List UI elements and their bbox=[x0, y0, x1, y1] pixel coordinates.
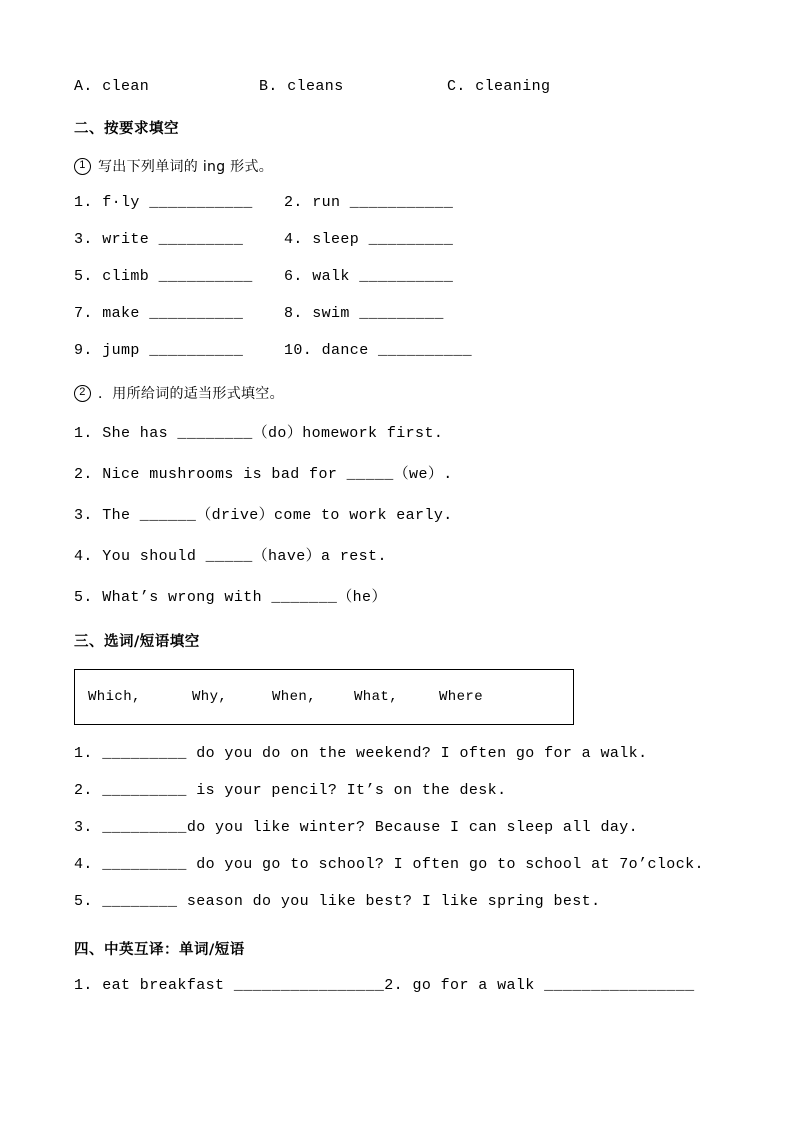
word-row bbox=[74, 268, 722, 285]
word-bank-item: Why, bbox=[192, 689, 228, 705]
word-item: 9. jump __________ bbox=[74, 342, 244, 359]
question-line: 1. She has ________（do）homework first. bbox=[74, 425, 444, 442]
section-two-heading: 二、按要求填空 bbox=[74, 121, 179, 137]
word-bank-box bbox=[74, 669, 574, 725]
word-bank-item: What, bbox=[354, 689, 399, 705]
section-three-heading: 三、选词/短语填空 bbox=[74, 634, 200, 650]
circled-number-two: 2 bbox=[74, 385, 91, 402]
part-one-instruction-text: 写出下列单词的 ing 形式。 bbox=[98, 159, 274, 175]
word-item: 1. f·ly ___________ bbox=[74, 194, 253, 211]
section-four-heading: 四、中英互译：单词/短语 bbox=[74, 942, 245, 958]
question-line: 5. What’s wrong with _______（he） bbox=[74, 589, 387, 606]
worksheet-content bbox=[74, 78, 722, 1012]
section-two-part-one-instruction bbox=[74, 156, 722, 176]
word-item: 8. swim _________ bbox=[284, 305, 444, 322]
word-row bbox=[74, 305, 722, 322]
word-bank-item: Which, bbox=[88, 689, 141, 705]
question-line: 4. _________ do you go to school? I often go to school at 7o’clock. bbox=[74, 856, 704, 873]
word-item: 5. climb __________ bbox=[74, 268, 253, 285]
question-line: 3. _________do you like winter? Because I can sleep all day. bbox=[74, 819, 639, 836]
question-line: 1. _________ do you do on the weekend? I often go for a walk. bbox=[74, 745, 648, 762]
word-item: 2. run ___________ bbox=[284, 194, 454, 211]
word-row bbox=[74, 231, 722, 248]
word-item: 4. sleep _________ bbox=[284, 231, 454, 248]
question-line: 4. You should _____（have）a rest. bbox=[74, 548, 387, 565]
mc-option-b: B. cleans bbox=[259, 78, 344, 95]
mc-option-a: A. clean bbox=[74, 78, 150, 95]
question-line: 3. The ______（drive）come to work early. bbox=[74, 507, 453, 524]
word-bank-item: When, bbox=[272, 689, 317, 705]
word-item: 10. dance __________ bbox=[284, 342, 473, 359]
word-item: 3. write _________ bbox=[74, 231, 244, 248]
part-two-instruction-text: ．用所给词的适当形式填空。 bbox=[98, 386, 284, 402]
mc-option-c: C. cleaning bbox=[447, 78, 551, 95]
question-line: 2. Nice mushrooms is bad for _____（we）. bbox=[74, 466, 453, 483]
word-row bbox=[74, 342, 722, 359]
word-bank-items bbox=[75, 689, 573, 705]
question-line: 5. ________ season do you like best? I like spring best. bbox=[74, 893, 601, 910]
word-item: 6. walk __________ bbox=[284, 268, 454, 285]
word-row bbox=[74, 194, 722, 211]
word-item: 7. make __________ bbox=[74, 305, 244, 322]
multiple-choice-options-row bbox=[74, 78, 722, 95]
word-bank-item: Where bbox=[439, 689, 484, 705]
section-two-part-two-instruction bbox=[74, 383, 722, 403]
question-line: 2. _________ is your pencil? It’s on the desk. bbox=[74, 782, 507, 799]
circled-number-one: 1 bbox=[74, 158, 91, 175]
translation-line: 1. eat breakfast ________________2. go for a walk ________________ bbox=[74, 977, 695, 994]
